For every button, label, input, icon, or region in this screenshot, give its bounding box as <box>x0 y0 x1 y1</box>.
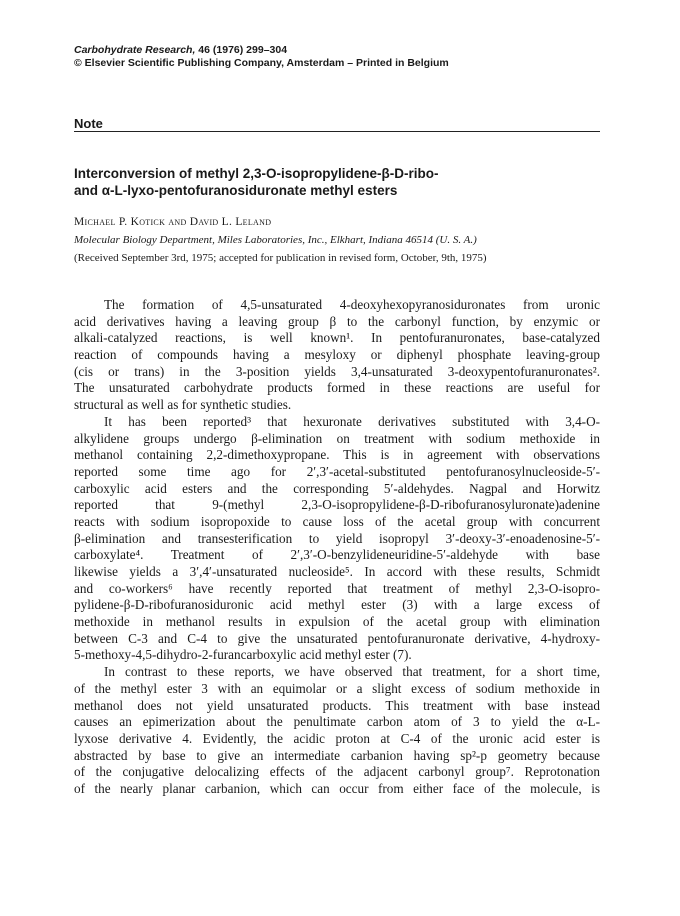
body-line: between C-3 and C-4 to give the unsaturated pentofuranuronate derivative, 4-hydroxy- <box>74 630 600 646</box>
author-affiliation: Molecular Biology Department, Miles Laboratories, Inc., Elkhart, Indiana 46514 (U. S. A.) <box>74 234 477 246</box>
body-line: carboxylic acid esters and the corresponding 5′-aldehydes. Nagpal and Horwitz <box>74 480 600 496</box>
body-line: abstracted by base to give an intermediate carbanion having sp²-p geometry because <box>74 747 600 763</box>
body-line: of the conjugative delocalizing effects of the adjacent carbonyl group⁷. Reprotonation <box>74 764 600 780</box>
body-line: It has been reported³ that hexuronate derivatives substituted with 3,4-O- <box>104 413 600 429</box>
body-line: carboxylate⁴. Treatment of 2′,3′-O-benzylideneuridine-5′-aldehyde with base <box>74 547 600 563</box>
body-line: acid derivatives having a leaving group β to the carbonyl function, by enzymic or <box>74 313 600 329</box>
body-line: pylidene-β-D-ribofuranosiduronic acid methyl ester (3) with a large excess of <box>74 597 600 613</box>
body-line: structural as well as for synthetic studies. <box>74 397 292 413</box>
body-line: reacts with sodium isopropoxide to cause loss of the acetal group with concurrent <box>74 513 600 529</box>
author-list: Michael P. Kotick and David L. Leland <box>74 216 272 228</box>
body-line: 5-methoxy-4,5-dihydro-2-furancarboxylic acid methyl ester (7). <box>74 647 412 663</box>
body-line: methoxide in methanol results in expulsion of the acetal group with elimination <box>74 614 600 630</box>
body-line: alkali-catalyzed reactions, is well known¹. In pentofuranuronates, base-catalyzed <box>74 330 600 346</box>
journal-header <box>74 44 614 70</box>
journal-name: Carbohydrate Research, <box>74 44 196 56</box>
section-label: Note <box>74 116 103 131</box>
body-line: reported that 9-(methyl 2,3-O-isopropylidene-β-D-ribofuranosyluronate)adenine <box>74 497 600 513</box>
body-line: alkylidene groups undergo β-elimination on treatment with sodium methoxide in <box>74 430 600 446</box>
body-line: The unsaturated carbohydrate products formed in these reactions are useful for <box>74 380 600 396</box>
journal-citation: 46 (1976) 299–304 <box>195 44 288 56</box>
citation-line <box>74 44 614 57</box>
article-body <box>74 297 600 798</box>
publisher-line: © Elsevier Scientific Publishing Company, Amsterdam – Printed in Belgium <box>74 57 449 69</box>
body-line: β-elimination and transesterification to yield isopropyl 3′-deoxy-3′-enoadenosine-5′- <box>74 530 600 546</box>
body-line: reported some time ago for 2′,3′-acetal-substituted pentofuranosylnucleoside-5′- <box>74 463 600 479</box>
section-divider <box>74 131 600 132</box>
article-title <box>74 165 614 199</box>
body-line: of the methyl ester 3 with an equimolar or a slight excess of sodium methoxide in <box>74 680 600 696</box>
body-line: and co-workers⁶ have recently reported that treatment of methyl 2,3-O-isopro- <box>74 580 600 596</box>
body-line: of the nearly planar carbanion, which can occur from either face of the molecule, is <box>74 780 600 796</box>
body-line: causes an epimerization about the penultimate carbon atom of 3 to yield the α-L- <box>74 714 600 730</box>
title-line: Interconversion of methyl 2,3-O-isopropylidene-β-D-ribo- <box>74 166 439 181</box>
body-line: methanol containing 2,2-dimethoxypropane. This is in agreement with observations <box>74 447 600 463</box>
body-line: reaction of compounds having a mesyloxy or diphenyl phosphate leaving-group <box>74 347 600 363</box>
body-line: lyxose derivative 4. Evidently, the acidic proton at C-4 of the uronic acid ester is <box>74 730 600 746</box>
body-line: likewise yields a 3′,4′-unsaturated nucleoside⁵. In accord with these results, Schmidt <box>74 564 600 579</box>
body-line: The formation of 4,5-unsaturated 4-deoxyhexopyranosiduronates from uronic <box>104 297 600 312</box>
title-line: and α-L-lyxo-pentofuranosiduronate methyl esters <box>74 183 398 198</box>
body-line: methanol does not yield unsaturated products. This treatment with base instead <box>74 697 600 713</box>
received-dates: (Received September 3rd, 1975; accepted for publication in revised form, October, 9th, 1975) <box>74 252 487 264</box>
body-line: (cis or trans) in the 3-position yields 3,4-unsaturated 3-deoxypentofuranuronates². <box>74 363 600 379</box>
body-line: In contrast to these reports, we have observed that treatment, for a short time, <box>104 664 600 680</box>
